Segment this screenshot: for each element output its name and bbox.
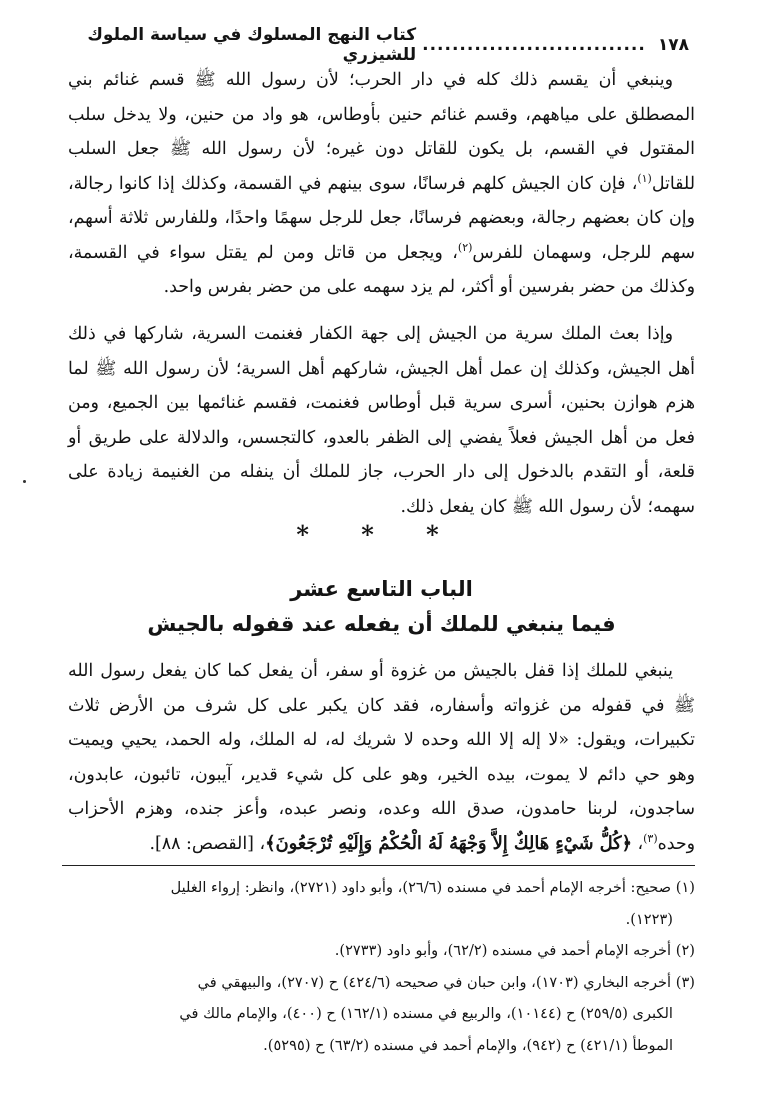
- paragraph-text: [68, 63, 695, 305]
- footnote-ref-1[interactable]: (١): [637, 171, 652, 185]
- footnote-1-continued: (١٢٢٣).: [625, 910, 673, 928]
- page-number: ١٧٨: [657, 35, 689, 55]
- chapter-number: الباب التاسع عشر: [290, 577, 473, 601]
- paragraph-segment: ، فإن كان الجيش كلهم فرسانًا، سوى بينهم في القسمة، وكذلك إذا كانوا رجالة، وإن كان بعضهم رجالة، وبعضهم فرسانًا، جعل للرجل سهمًا واحدًا، وللفارس ثلاثة أسهم، سهم للرجل، وسهمان للفرس: [68, 173, 696, 263]
- verse-citation: ، [القصص: ٨٨].: [149, 833, 266, 854]
- footnote-3: (٣) أخرجه البخاري (١٧٠٣)، وابن حبان في صحيحه (٤٢٤/٦) ح (٢٧٠٧)، والبيهقي في: [197, 973, 695, 991]
- chapter-heading: [68, 572, 695, 642]
- paragraph-segment: ، ويجعل من قاتل ومن لم يقتل سواء في القسمة، وكذلك من حضر بفرسين أو أكثر، لم يزد سهمه على من حضر بفرس واحد.: [68, 242, 695, 297]
- running-header: [68, 25, 689, 65]
- footnote-3-continued: الكبرى (٢٥٩/٥) ح (١٠١٤٤)، والربيع في مسنده (١٦٢/١) ح (٤٠٠)، والإمام مالك في: [179, 1005, 673, 1022]
- paragraph-return-from-campaign: [68, 654, 695, 861]
- paragraph-text: وإذا بعث الملك سرية من الجيش إلى جهة الكفار فغنمت السرية، شاركها في ذلك أهل الجيش، وكذلك إن عمل أهل الجيش، شاركهم أهل السرية؛ لأن رسول الله ﷺ لما هزم هوازن بحنين، أسرى سرية قبل أوطاس فغنمت، فقسم غنائمها بين الجميع، ومن فعل من أهل الجيش فعلاً يفضي إلى الظفر بالعدو، كالتجسس، والدلالة على طريق أو قلعة، أو التقدم بالدخول إلى دار الحرب، جاز للملك أن ينفله من الغنيمة زيادة على سهمه؛ لأن رسول الله ﷺ كان يفعل ذلك.: [68, 324, 695, 517]
- paragraph-expedition: [68, 317, 695, 524]
- footnote-divider: [62, 865, 695, 866]
- paragraph-spoils-division: [68, 63, 695, 305]
- footnote-ref-2[interactable]: (٢): [457, 240, 473, 254]
- footnote-3-continued: الموطأ (٤٢١/١) ح (٩٤٢)، والإمام أحمد في مسنده (٦٣/٢) ح (٥٢٩٥).: [263, 1036, 673, 1054]
- header-leader-dots: ..............................: [422, 35, 646, 55]
- scan-speck: [23, 480, 26, 483]
- book-title: كتاب النهج المسلوك في سياسة الملوك للشيزري: [87, 25, 417, 65]
- quran-verse: ﴿كُلُّ شَيْءٍ هَالِكٌ إِلاَّ وَجْهَهُ لَهُ الْحُكْمُ وَإِلَيْهِ تُرْجَعُونَ﴾: [265, 832, 632, 854]
- paragraph-segment: وينبغي أن يقسم ذلك كله في دار الحرب؛ لأن رسول الله ﷺ قسم غنائم بني المصطلق على مياههم، وقسم غنائم حنين بأوطاس، هو واد من حنين، ولا يدخل سلب المقتول في القسم، بل يكون للقاتل دون غيره؛ لأن رسول الله ﷺ جعل السلب للقاتل: [68, 70, 695, 194]
- paragraph-text: [68, 654, 695, 861]
- footnote-2: (٢) أخرجه الإمام أحمد في مسنده (٦٢/٢)، وأبو داود (٢٧٣٣).: [334, 942, 695, 959]
- footnote-1: (١) صحيح: أخرجه الإمام أحمد في مسنده (٢٦/٦)، وأبو داود (٢٧٢١)، وانظر: إرواء الغليل: [170, 879, 695, 896]
- chapter-title: فيما ينبغي للملك أن يفعله عند قفوله بالجيش: [147, 612, 616, 636]
- section-separator: * * *: [296, 520, 461, 549]
- footnote-ref-3[interactable]: (٣): [643, 831, 658, 845]
- paragraph-segment: ،: [631, 833, 644, 854]
- paragraph-segment: ينبغي للملك إذا قفل بالجيش من غزوة أو سفر، أن يفعل كما كان يفعل رسول الله ﷺ في قفوله من غزواته وأسفاره، فقد كان يكبر على كل شرف من الأرض ثلاث تكبيرات، ويقول: «لا إله إلا الله وحده لا شريك له، له الملك، وله الحمد، يحيي ويميت وهو حي دائم لا يموت، بيده الخير، وهو على كل شيء قدير، آيبون، تائبون، عابدون، ساجدون، لربنا حامدون، صدق الله وعده، ونصر عبده، وأعز جنده، وهزم الأحزاب وحده: [68, 661, 695, 854]
- footnotes-section: [62, 872, 695, 1061]
